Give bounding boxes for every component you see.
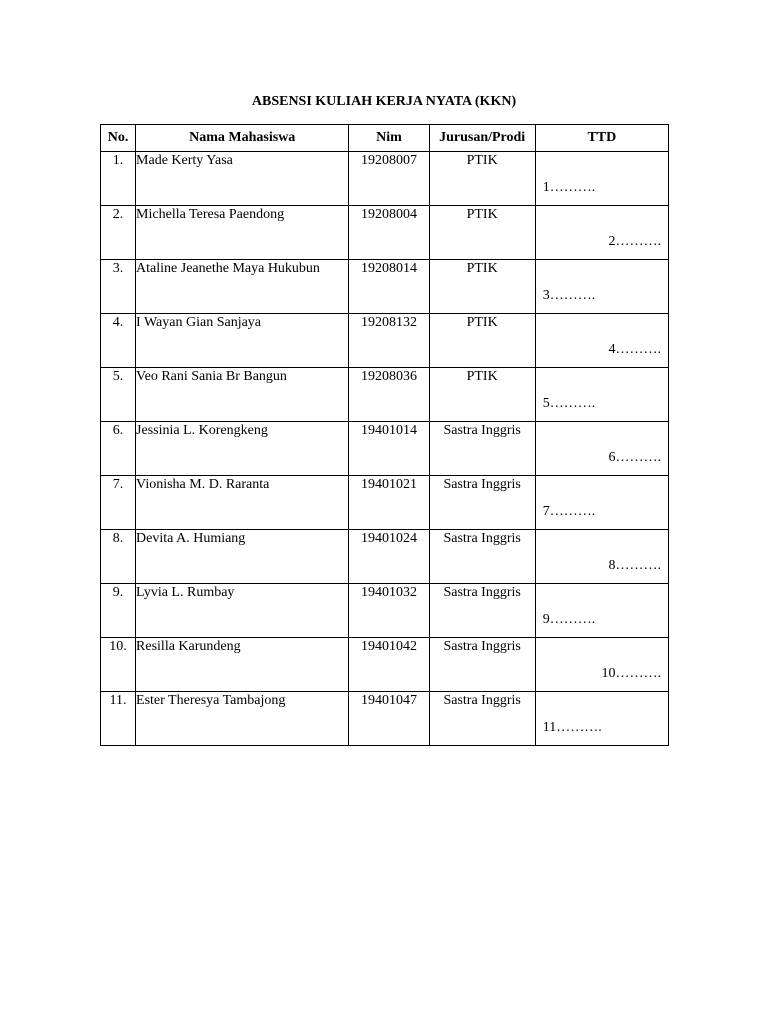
row-ttd-cell xyxy=(535,260,668,314)
row-name: Ataline Jeanethe Maya Hukubun xyxy=(136,260,349,314)
row-nim: 19208004 xyxy=(349,206,429,260)
row-jurusan: PTIK xyxy=(429,314,535,368)
header-nim: Nim xyxy=(349,125,429,152)
row-no: 9. xyxy=(101,584,136,638)
row-ttd-cell xyxy=(535,422,668,476)
signature-line: 10………. xyxy=(601,666,661,681)
signature-line: 1………. xyxy=(542,180,596,195)
table-row xyxy=(101,476,669,530)
row-no: 6. xyxy=(101,422,136,476)
row-ttd-cell xyxy=(535,692,668,746)
row-jurusan: PTIK xyxy=(429,152,535,206)
row-nim: 19401047 xyxy=(349,692,429,746)
row-jurusan: PTIK xyxy=(429,206,535,260)
signature-line: 2………. xyxy=(608,234,661,249)
row-ttd-cell xyxy=(535,584,668,638)
row-nim: 19208007 xyxy=(349,152,429,206)
row-no: 10. xyxy=(101,638,136,692)
row-nim: 19401014 xyxy=(349,422,429,476)
table-row xyxy=(101,692,669,746)
row-ttd-cell xyxy=(535,206,668,260)
row-nim: 19401032 xyxy=(349,584,429,638)
row-jurusan: PTIK xyxy=(429,260,535,314)
row-name: Jessinia L. Korengkeng xyxy=(136,422,349,476)
row-nim: 19401042 xyxy=(349,638,429,692)
table-row xyxy=(101,422,669,476)
row-no: 1. xyxy=(101,152,136,206)
row-name: Lyvia L. Rumbay xyxy=(136,584,349,638)
row-no: 11. xyxy=(101,692,136,746)
signature-line: 4………. xyxy=(608,342,661,357)
document-title: ABSENSI KULIAH KERJA NYATA (KKN) xyxy=(251,94,517,109)
row-name: Ester Theresya Tambajong xyxy=(136,692,349,746)
table-row xyxy=(101,584,669,638)
signature-line: 9………. xyxy=(542,612,596,627)
row-jurusan: Sastra Inggris xyxy=(429,476,535,530)
table-header-row xyxy=(101,125,669,152)
row-nim: 19208132 xyxy=(349,314,429,368)
row-jurusan: Sastra Inggris xyxy=(429,422,535,476)
row-jurusan: Sastra Inggris xyxy=(429,692,535,746)
row-name: I Wayan Gian Sanjaya xyxy=(136,314,349,368)
row-no: 3. xyxy=(101,260,136,314)
row-jurusan: PTIK xyxy=(429,368,535,422)
table-row xyxy=(101,368,669,422)
table-row xyxy=(101,530,669,584)
row-jurusan: Sastra Inggris xyxy=(429,584,535,638)
table-row xyxy=(101,260,669,314)
row-name: Made Kerty Yasa xyxy=(136,152,349,206)
signature-line: 6………. xyxy=(608,450,661,465)
row-jurusan: Sastra Inggris xyxy=(429,638,535,692)
row-nim: 19401021 xyxy=(349,476,429,530)
row-ttd-cell xyxy=(535,638,668,692)
signature-line: 11………. xyxy=(542,720,602,735)
row-no: 8. xyxy=(101,530,136,584)
row-no: 5. xyxy=(101,368,136,422)
row-ttd-cell xyxy=(535,152,668,206)
row-name: Devita A. Humiang xyxy=(136,530,349,584)
row-name: Michella Teresa Paendong xyxy=(136,206,349,260)
signature-line: 8………. xyxy=(608,558,661,573)
row-nim: 19208014 xyxy=(349,260,429,314)
row-no: 2. xyxy=(101,206,136,260)
signature-line: 3………. xyxy=(542,288,596,303)
row-no: 4. xyxy=(101,314,136,368)
row-name: Veo Rani Sania Br Bangun xyxy=(136,368,349,422)
row-ttd-cell xyxy=(535,314,668,368)
row-ttd-cell xyxy=(535,368,668,422)
row-nim: 19208036 xyxy=(349,368,429,422)
attendance-table xyxy=(100,124,669,746)
header-no: No. xyxy=(101,125,136,152)
row-name: Vionisha M. D. Raranta xyxy=(136,476,349,530)
row-name: Resilla Karundeng xyxy=(136,638,349,692)
header-jurusan: Jurusan/Prodi xyxy=(429,125,535,152)
header-ttd: TTD xyxy=(535,125,668,152)
table-row xyxy=(101,314,669,368)
table-row xyxy=(101,206,669,260)
table-row xyxy=(101,638,669,692)
table-row xyxy=(101,152,669,206)
row-ttd-cell xyxy=(535,476,668,530)
signature-line: 7………. xyxy=(542,504,596,519)
signature-line: 5………. xyxy=(542,396,596,411)
row-jurusan: Sastra Inggris xyxy=(429,530,535,584)
header-name: Nama Mahasiswa xyxy=(136,125,349,152)
row-ttd-cell xyxy=(535,530,668,584)
row-no: 7. xyxy=(101,476,136,530)
row-nim: 19401024 xyxy=(349,530,429,584)
